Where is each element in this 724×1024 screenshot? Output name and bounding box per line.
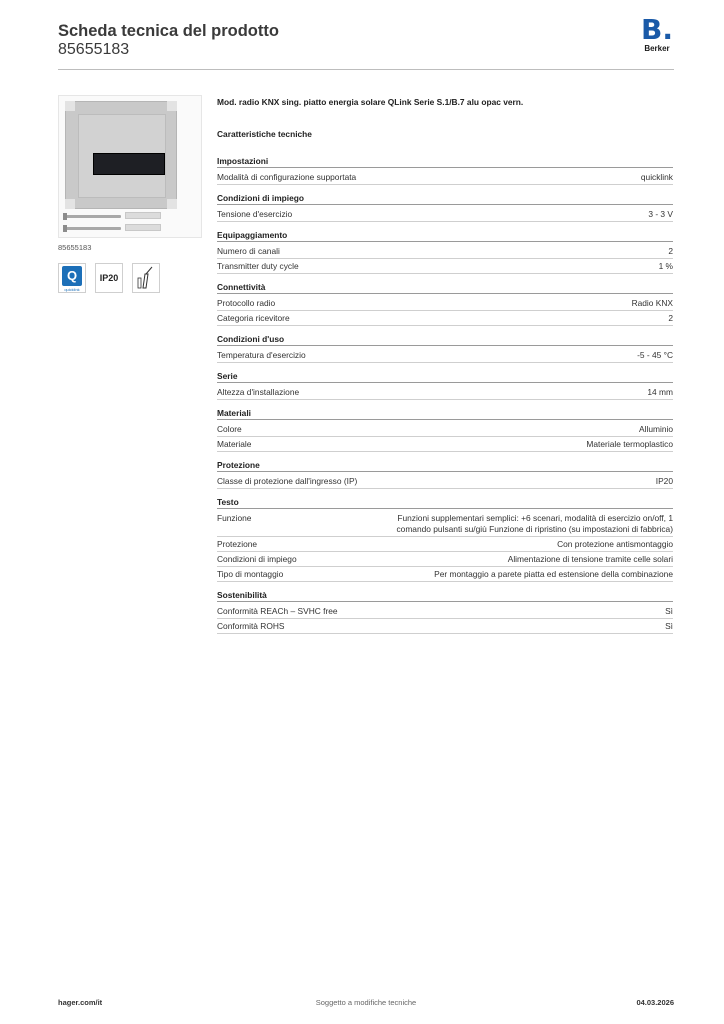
frame-corner	[167, 199, 177, 209]
spec-value: Materiale termoplastico	[586, 438, 673, 449]
wall-plug	[125, 224, 161, 231]
spec-group	[217, 497, 673, 582]
spec-group-title: Sostenibilità	[217, 590, 673, 602]
spec-row	[217, 244, 673, 259]
spec-label: Altezza d'installazione	[217, 386, 300, 397]
logo-letter: B.	[641, 13, 673, 46]
logo-text: Berker	[644, 44, 670, 53]
spec-value: -5 - 45 °C	[637, 349, 673, 360]
screw	[63, 215, 121, 218]
page-title: Scheda tecnica del prodotto	[58, 22, 279, 40]
spec-label: Tipo di montaggio	[217, 568, 284, 579]
frame-plate	[65, 101, 177, 209]
spec-value: Alimentazione di tensione tramite celle solari	[507, 553, 673, 564]
spec-group-title: Equipaggiamento	[217, 230, 673, 242]
spec-value: Sì	[665, 605, 673, 616]
install-tool-icon	[132, 263, 160, 293]
ip20-icon	[95, 263, 123, 293]
spec-label: Funzione	[217, 512, 252, 523]
spec-value: quicklink	[640, 171, 673, 182]
frame-corner	[65, 199, 75, 209]
spec-value: Alluminio	[639, 423, 673, 434]
spec-group-title: Condizioni di impiego	[217, 193, 673, 205]
product-description: Mod. radio KNX sing. piatto energia solare QLink Serie S.1/B.7 alu opac vern.	[217, 97, 524, 107]
header-divider	[58, 69, 674, 70]
spec-label: Conformità ROHS	[217, 620, 285, 631]
product-image	[58, 95, 202, 238]
spec-row	[217, 537, 673, 552]
spec-row	[217, 259, 673, 274]
frame-corner	[167, 101, 177, 111]
spec-row	[217, 567, 673, 582]
spec-row	[217, 170, 673, 185]
spec-group-title: Materiali	[217, 408, 673, 420]
spec-group	[217, 408, 673, 452]
spec-label: Modalità di configurazione supportata	[217, 171, 357, 182]
spec-label: Condizioni di impiego	[217, 553, 297, 564]
ip20-label: IP20	[99, 273, 119, 283]
spec-group	[217, 193, 673, 222]
spec-row	[217, 422, 673, 437]
spec-row	[217, 296, 673, 311]
quicklink-label: quicklink	[64, 287, 80, 292]
spec-value: Sì	[665, 620, 673, 631]
page-footer	[58, 998, 674, 1010]
spec-value: 2	[668, 312, 673, 323]
spec-group-title: Condizioni d'uso	[217, 334, 673, 346]
spec-row	[217, 474, 673, 489]
spec-label: Temperatura d'esercizio	[217, 349, 306, 360]
spec-group-title: Testo	[217, 497, 673, 509]
spec-row	[217, 207, 673, 222]
spec-value: 14 mm	[647, 386, 673, 397]
solar-cell	[93, 153, 165, 175]
spec-label: Protocollo radio	[217, 297, 276, 308]
spec-group	[217, 460, 673, 489]
switch-insert	[78, 114, 166, 198]
frame-corner	[65, 101, 75, 111]
spec-label: Classe di protezione dall'ingresso (IP)	[217, 475, 358, 486]
section-title: Caratteristiche tecniche	[217, 129, 312, 139]
spec-value: 3 - 3 V	[648, 208, 673, 219]
spec-label: Categoria ricevitore	[217, 312, 290, 323]
spec-group-title: Connettività	[217, 282, 673, 294]
spec-row	[217, 437, 673, 452]
spec-row	[217, 385, 673, 400]
product-number: 85655183	[58, 41, 130, 58]
spec-label: Materiale	[217, 438, 252, 449]
spec-value: Radio KNX	[631, 297, 673, 308]
spec-row	[217, 311, 673, 326]
spec-label: Protezione	[217, 538, 258, 549]
spec-row	[217, 552, 673, 567]
screw	[63, 227, 121, 230]
spec-row	[217, 619, 673, 634]
spec-group-title: Impostazioni	[217, 156, 673, 168]
spec-group	[217, 371, 673, 400]
spec-row	[217, 511, 673, 537]
spec-group	[217, 230, 673, 274]
spec-label: Numero di canali	[217, 245, 280, 256]
spec-groups	[217, 156, 673, 634]
main-content	[217, 97, 673, 642]
spec-value: Per montaggio a parete piatta ed estensione della combinazione	[434, 568, 673, 579]
spec-row	[217, 604, 673, 619]
spec-label: Conformità REACh – SVHC free	[217, 605, 338, 616]
spec-value: 2	[668, 245, 673, 256]
spec-group	[217, 156, 673, 185]
berker-logo	[640, 13, 674, 54]
spec-group	[217, 282, 673, 326]
spec-value: Funzioni supplementari semplici: +6 scenari, modalità di esercizio on/off, 1 comando pulsanti su/giù Funzione di ripristino (su impostazioni di fabbrica)	[396, 512, 673, 534]
spec-row	[217, 348, 673, 363]
spec-group-title: Protezione	[217, 460, 673, 472]
page-header	[58, 22, 674, 70]
footer-note: Soggetto a modifiche tecniche	[315, 998, 417, 1007]
spec-label: Transmitter duty cycle	[217, 260, 299, 271]
spec-value: 1 %	[658, 260, 673, 271]
screwdriver-icon	[133, 264, 159, 292]
spec-value: Con protezione antismontaggio	[557, 538, 673, 549]
spec-label: Tensione d'esercizio	[217, 208, 293, 219]
spec-group	[217, 334, 673, 363]
wall-plug	[125, 212, 161, 219]
image-caption: 85655183	[58, 243, 92, 252]
spec-group	[217, 590, 673, 634]
quicklink-icon: Q quicklink	[58, 263, 86, 293]
spec-value: IP20	[655, 475, 673, 486]
spec-label: Colore	[217, 423, 242, 434]
spec-group-title: Serie	[217, 371, 673, 383]
footer-website[interactable]: hager.com/it	[58, 998, 103, 1007]
footer-date: 04.03.2026	[636, 998, 674, 1007]
